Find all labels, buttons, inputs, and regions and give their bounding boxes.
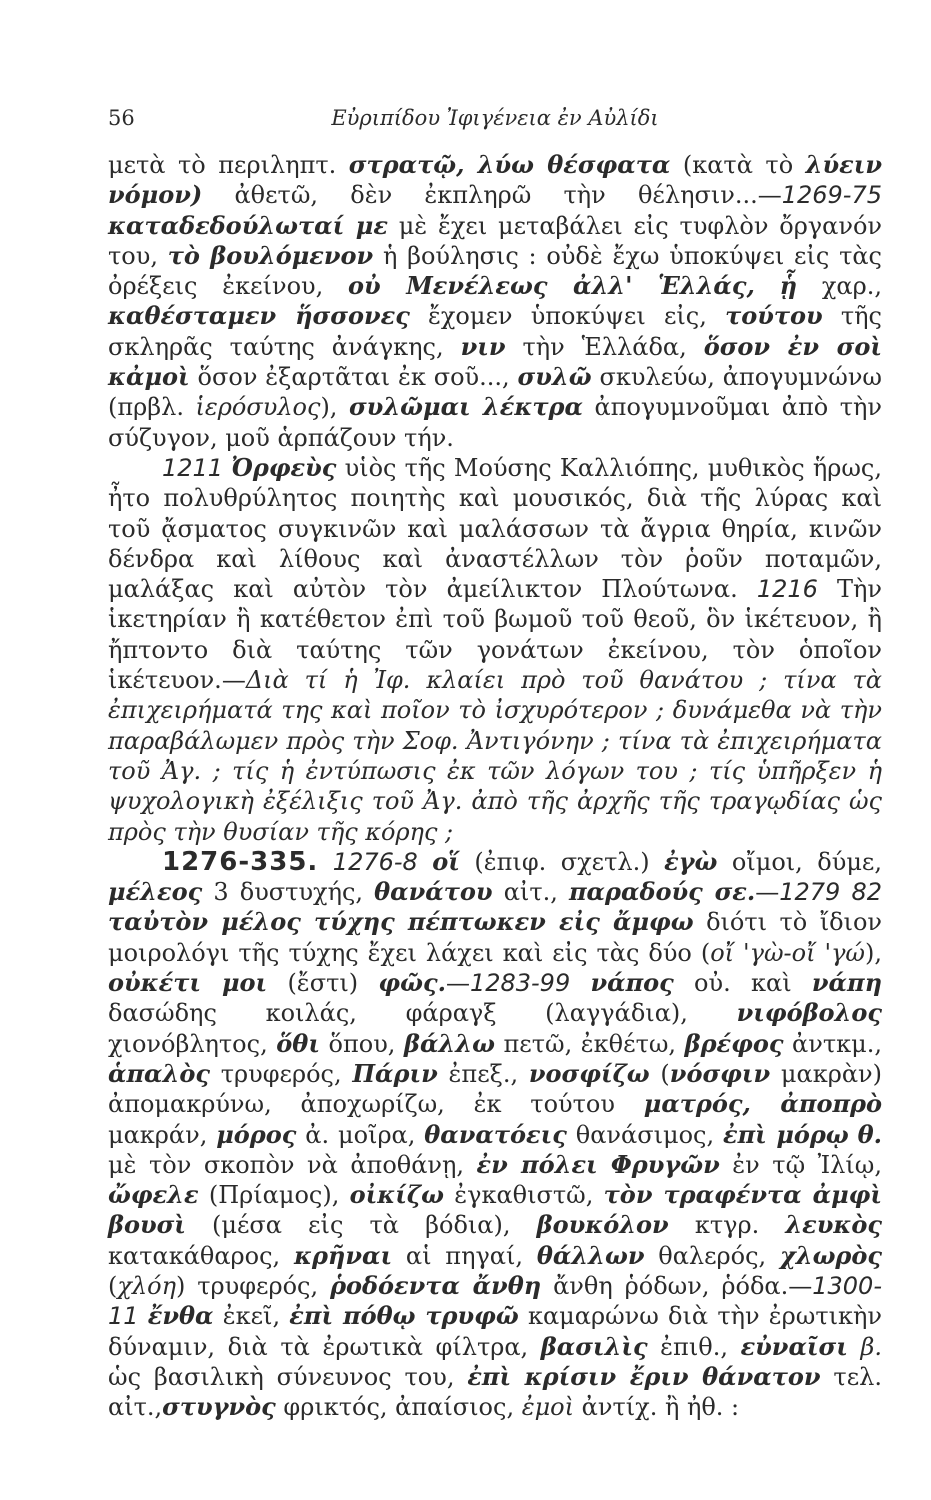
text-segment: νιν [460, 331, 506, 361]
text-segment: εὐναῖσι [740, 1331, 848, 1361]
text-segment: θανάτου [374, 877, 493, 907]
text-segment: αἱ πηγαί, [392, 1241, 537, 1270]
text-segment: 1279 82 [779, 878, 882, 907]
text-segment [848, 1333, 861, 1361]
text-segment: βρέφος [684, 1028, 784, 1058]
text-segment: τῆς σκληρᾶς ταύτης ἀνάγκης, [108, 302, 882, 361]
text-segment: ἐν πόλει Φρυγῶν [476, 1149, 720, 1179]
text-segment [570, 969, 590, 997]
text-segment: οὐ Μενέλεως ἀλλ' Ἑλλάς, [348, 271, 755, 301]
text-segment: χαρ., [797, 272, 882, 301]
text-segment: παραδούς σε. [568, 877, 756, 907]
text-segment: ἔνθα [147, 1301, 214, 1331]
text-segment: οἴ 'γὼ-οἴ 'γώ [710, 938, 866, 967]
text-segment: ὅσον ἐν σοὶ κἀμοὶ [108, 331, 882, 392]
paragraph-2 [108, 453, 882, 847]
text-segment: (ἐπιφ. σχετλ.) [459, 847, 665, 876]
text-segment: 1300-11 [108, 1271, 882, 1331]
text-segment: ἀντίχ. ἢ ἠθ. : [574, 1393, 740, 1422]
text-segment: ἀ. μοῖρα, [296, 1120, 425, 1149]
text-segment: ἐπὶ κρίσιν ἔριν θάνατον [467, 1361, 821, 1391]
text-segment: καθέσταμεν ἥσσονες [108, 301, 410, 331]
text-segment: θανατόεις [424, 1119, 567, 1149]
text-segment: θανάσιμος, [566, 1120, 723, 1149]
text-segment: θ. [857, 1119, 883, 1149]
text-segment: ἐπεξ., [437, 1059, 529, 1088]
text-segment: σκυλεύω, ἀπογυμνώνω (πρβλ. [108, 363, 883, 422]
text-segment: ὡς βασιλικὴ σύνευνος του, [108, 1362, 468, 1391]
text-segment: θάλλων [536, 1240, 645, 1270]
text-segment: ), [865, 938, 883, 967]
text-segment: τούτου [725, 301, 823, 331]
text-segment: τὸν τραφέντα ἀμφὶ βουσὶ [108, 1180, 882, 1240]
text-segment: ἱερόσυλος [195, 393, 321, 422]
text-segment: διότι τὸ ἴδιον μοιρολόγι τῆς τύχης ἔχει λάχει καὶ εἰς τὰς δύο ( [108, 908, 882, 967]
text-segment: Τὴν ἱκετηρίαν ἢ κατέθετον ἐπὶ τοῦ βωμοῦ τοῦ θεοῦ, ὃν ἱκέτευον, ἢ ἤπτοντο διὰ ταύτης τῶν γονάτων ἐκείνου, τὸν ὁποῖον ἱκέτευον.— [108, 575, 883, 695]
text-segment: βουκόλον [536, 1210, 669, 1240]
text-segment: 1276-335. [162, 846, 319, 877]
text-segment: μὲ τὸν σκοπὸν νὰ ἀποθάνῃ, [108, 1150, 477, 1179]
text-segment: μετὰ τὸ περιληπτ. [108, 151, 349, 179]
text-segment: (Πρίαμος), [198, 1181, 350, 1210]
text-segment: ταὐτὸν μέλος τύχης πέπτωκεν εἰς ἄμφω [108, 907, 694, 937]
text-segment: ) τρυφερός, [175, 1271, 331, 1300]
text-segment: — [755, 878, 780, 907]
text-segment: ὅσον ἐξαρτᾶται ἐκ σοῦ..., [189, 363, 518, 392]
text-segment: ὅθι [276, 1028, 320, 1058]
paragraph-3 [108, 847, 882, 1423]
text-segment: 3 δυστυχής, [202, 878, 375, 907]
text-segment: Ὀρφεὺς [231, 452, 337, 482]
page-header [108, 98, 882, 150]
text-segment: συλῶμαι λέκτρα [348, 392, 583, 422]
text-segment: πετῶ, ἐκθέτω, [494, 1029, 685, 1058]
text-segment: δασώδης κοιλάς, φάραγξ (λαγγάδια), [108, 999, 737, 1028]
paragraph-1 [108, 150, 882, 453]
text-segment: — [445, 969, 470, 998]
text-segment: ( [649, 1059, 670, 1088]
commentary-text [108, 150, 882, 1422]
text-segment: ἡ βούλησις : οὐδὲ ἔχω ὑποκύψει εἰς τὰς ὀρέξεις ἐκείνου, [108, 241, 882, 301]
text-segment: οἰκίζω [349, 1180, 444, 1210]
text-segment: κρῆναι [293, 1240, 393, 1270]
text-segment [318, 848, 332, 876]
text-segment [139, 1302, 148, 1330]
text-segment: στρατῷ, λύω θέσφατα [348, 150, 671, 179]
text-segment: τελ. αἰτ., [108, 1362, 882, 1422]
text-segment: λύειν νόμον) [108, 150, 883, 210]
text-segment: υἱὸς τῆς Μούσης Καλλιόπης, μυθικὸς ἥρως, ἦτο πολυθρύλητος ποιητὴς καὶ μουσικός, διὰ τῆς λύρας καὶ τοῦ ᾄσματος συγκινῶν καὶ μαλάσσων τὰ ἄγρια θηρία, κινῶν δένδρα καὶ λίθους καὶ ἀναστέλλων τὸν ῥοῦν ποταμῶν, μαλάξας καὶ αὐτὸν τὸν ἀμείλικτον Πλούτωνα. [108, 453, 882, 604]
text-segment: ( [108, 1271, 118, 1300]
text-segment: ἀντκμ., [783, 1029, 882, 1058]
text-segment: βάλλω [404, 1028, 495, 1058]
text-segment: ἀθετῶ, δὲν ἐκπληρῶ τὴν θέλησιν...— [202, 181, 782, 210]
text-segment: (ἔστι) [267, 969, 379, 998]
text-segment: (κατὰ τὸ [670, 151, 806, 179]
text-segment: τρυφερός, [209, 1059, 353, 1088]
text-segment: (μέσα εἰς τὰ βόδια), [185, 1211, 537, 1240]
text-segment: νόσφιν [669, 1058, 771, 1088]
text-segment: οὐ. καὶ [673, 969, 812, 998]
text-segment: 1269-75 [781, 181, 882, 210]
text-segment: ἁπαλὸς [108, 1058, 210, 1088]
text-segment [755, 272, 780, 300]
running-title: Εὐριπίδου Ἰφιγένεια ἐν Αὐλίδι [331, 106, 659, 130]
text-segment: μόρος [216, 1119, 297, 1149]
text-segment: 1276-8 [332, 847, 418, 876]
text-segment: 1283-99 [469, 969, 571, 998]
text-segment: ῥοδόεντα ἄνθη [330, 1270, 542, 1300]
text-segment: νιφόβολος [736, 998, 882, 1028]
text-segment: κτγρ. [668, 1211, 786, 1240]
text-segment: β. [860, 1332, 882, 1361]
text-segment: νάπη [811, 968, 883, 998]
text-segment: ἄνθη ῥόδων, ῥόδα.— [541, 1271, 813, 1300]
text-segment: ἀπογυμνοῦμαι ἀπὸ τὴν σύζυγον, μοῦ ἁρπάζουν τήν. [108, 393, 883, 452]
text-segment: ματρός, ἀποπρὸ [643, 1089, 882, 1119]
text-segment: 1216 [756, 575, 818, 604]
text-segment: μακρὰν) ἀπομακρύνω, ἀποχωρίζω, ἐκ τούτου [108, 1059, 882, 1119]
text-segment: ᾗ [779, 271, 798, 301]
text-segment: ἐπὶ πόθῳ τρυφῶ [289, 1301, 519, 1331]
text-segment: μέλεος [108, 877, 203, 907]
page-number: 56 [108, 106, 135, 130]
text-segment: ἐπιθ., [647, 1332, 741, 1361]
text-segment: ἐκεῖ, [213, 1302, 290, 1331]
text-segment: λευκὸς [785, 1210, 882, 1240]
text-segment: φῶς. [378, 968, 446, 998]
text-segment: καταδεδούλωταί με [108, 210, 388, 240]
text-segment: Διὰ τί ἡ Ἰφ. κλαίει πρὸ τοῦ θανάτου ; τίνα τὰ ἐπιχειρήματά της καὶ ποῖον τὸ ἰσχυρότερον ; δυνάμεθα νὰ τὴν παραβάλωμεν πρὸς τὴν Σοφ. Ἀντιγόνην ; τίνα τὰ ἐπιχειρήματα τοῦ Ἀγ. ; τίς ἡ ἐντύπωσις ἐκ τῶν λόγων του ; τίς ὑπῆρξεν ἡ ψυχολογικὴ ἐξέλιξις τοῦ Ἀγ. ἀπὸ τῆς ἀρχῆς τῆς τραγῳδίας ὡς πρὸς τὴν θυσίαν τῆς κόρης ; [108, 666, 882, 846]
text-segment: χλόη [117, 1271, 176, 1300]
text-segment: μὲ ἔχει μεταβάλει εἰς τυφλὸν ὄργανόν του, [108, 211, 882, 270]
text-segment: ὤφελε [108, 1180, 199, 1210]
text-segment: οἴμοι, δύμε, [717, 847, 882, 876]
text-segment: νάπος [590, 968, 674, 998]
text-segment: ἐμοὶ [521, 1393, 575, 1422]
text-segment: ἐγὼ [664, 846, 718, 876]
text-segment: οἵ [432, 846, 460, 876]
text-segment: χιονόβλητος, [108, 1029, 277, 1058]
text-segment: ἐπὶ μόρῳ [722, 1119, 849, 1149]
text-segment: φρικτός, ἀπαίσιος, [275, 1393, 522, 1422]
text-segment: οὐκέτι μοι [108, 968, 268, 998]
text-segment: ), [320, 393, 349, 422]
text-segment [849, 1121, 858, 1149]
text-segment: αἰτ., [492, 878, 569, 907]
text-segment: τὸ βουλόμενον [167, 240, 374, 270]
text-segment: τὴν Ἑλλάδα, [505, 332, 704, 361]
text-segment: συλῶ [517, 362, 592, 392]
book-page [108, 98, 882, 1422]
text-segment: ἔχομεν ὑποκύψει εἰς, [409, 302, 726, 331]
text-segment: θαλερός, [644, 1241, 780, 1270]
text-segment: ἐν τῷ Ἰλίῳ, [719, 1150, 882, 1179]
text-segment: μακράν, [108, 1120, 217, 1149]
text-segment: Πάριν [352, 1058, 438, 1088]
text-segment: 1211 [162, 453, 224, 482]
text-segment: καμαρώνω διὰ τὴν ἐρωτικὴν δύναμιν, διὰ τὰ ἐρωτικὰ φίλτρα, [108, 1302, 882, 1361]
text-segment: ὅπου, [319, 1029, 405, 1058]
text-segment: ἐγκαθιστῶ, [443, 1181, 604, 1210]
text-segment [418, 848, 432, 876]
text-segment: νοσφίζω [528, 1058, 650, 1088]
text-segment: βασιλὶς [540, 1331, 648, 1361]
text-segment: χλωρὸς [779, 1240, 883, 1270]
text-segment: στυγνὸς [162, 1392, 276, 1422]
text-segment: κατακάθαρος, [108, 1241, 294, 1270]
